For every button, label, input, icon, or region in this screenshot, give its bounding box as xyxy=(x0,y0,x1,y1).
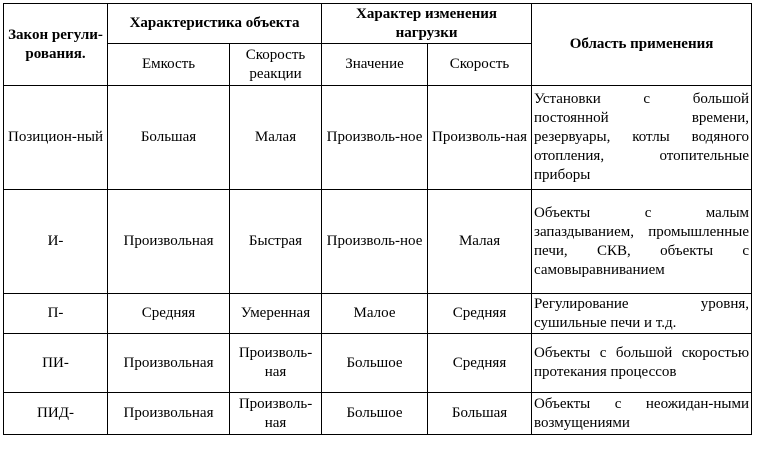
cell-speed: Произволь-ная xyxy=(428,86,532,190)
cell-reaction-speed: Быстрая xyxy=(230,190,322,294)
header-object-characteristic: Характеристика объекта xyxy=(108,4,322,44)
table-row xyxy=(4,393,752,435)
cell-value: Малое xyxy=(322,294,428,334)
table-row xyxy=(4,294,752,334)
header-law: Закон регули-рования. xyxy=(4,4,108,86)
document-page xyxy=(3,3,752,435)
table-row xyxy=(4,86,752,190)
header-reaction-speed: Скорость реакции xyxy=(230,44,322,86)
cell-speed: Средняя xyxy=(428,334,532,393)
cell-capacity: Произвольная xyxy=(108,190,230,294)
cell-capacity: Большая xyxy=(108,86,230,190)
cell-reaction-speed: Умеренная xyxy=(230,294,322,334)
cell-reaction-speed: Произволь-ная xyxy=(230,393,322,435)
header-capacity: Емкость xyxy=(108,44,230,86)
cell-speed: Малая xyxy=(428,190,532,294)
cell-application: Объекты с неожидан-ными возмущениями xyxy=(532,393,752,435)
cell-value: Большое xyxy=(322,334,428,393)
cell-law: Позицион-ный xyxy=(4,86,108,190)
cell-capacity: Произвольная xyxy=(108,334,230,393)
header-application: Область применения xyxy=(532,4,752,86)
cell-law: ПИ- xyxy=(4,334,108,393)
cell-value: Большое xyxy=(322,393,428,435)
table-row xyxy=(4,334,752,393)
cell-application: Объекты с большой скоростью протекания процессов xyxy=(532,334,752,393)
cell-application: Регулирование уровня, сушильные печи и т.д. xyxy=(532,294,752,334)
table-row xyxy=(4,190,752,294)
cell-law: ПИД- xyxy=(4,393,108,435)
cell-law: И- xyxy=(4,190,108,294)
cell-capacity: Произвольная xyxy=(108,393,230,435)
cell-reaction-speed: Малая xyxy=(230,86,322,190)
header-value: Значение xyxy=(322,44,428,86)
cell-capacity: Средняя xyxy=(108,294,230,334)
cell-law: П- xyxy=(4,294,108,334)
control-law-table xyxy=(3,3,752,435)
header-load-change: Характер изменения нагрузки xyxy=(322,4,532,44)
cell-speed: Большая xyxy=(428,393,532,435)
header-row-top xyxy=(4,4,752,44)
cell-application: Установки с большой постоянной времени, резервуары, котлы водяного отопления, отопительные приборы xyxy=(532,86,752,190)
header-speed: Скорость xyxy=(428,44,532,86)
cell-value: Произволь-ное xyxy=(322,190,428,294)
cell-reaction-speed: Произволь-ная xyxy=(230,334,322,393)
cell-value: Произволь-ное xyxy=(322,86,428,190)
cell-speed: Средняя xyxy=(428,294,532,334)
cell-application: Объекты с малым запаздыванием, промышленные печи, СКВ, объекты с самовыравниванием xyxy=(532,190,752,294)
